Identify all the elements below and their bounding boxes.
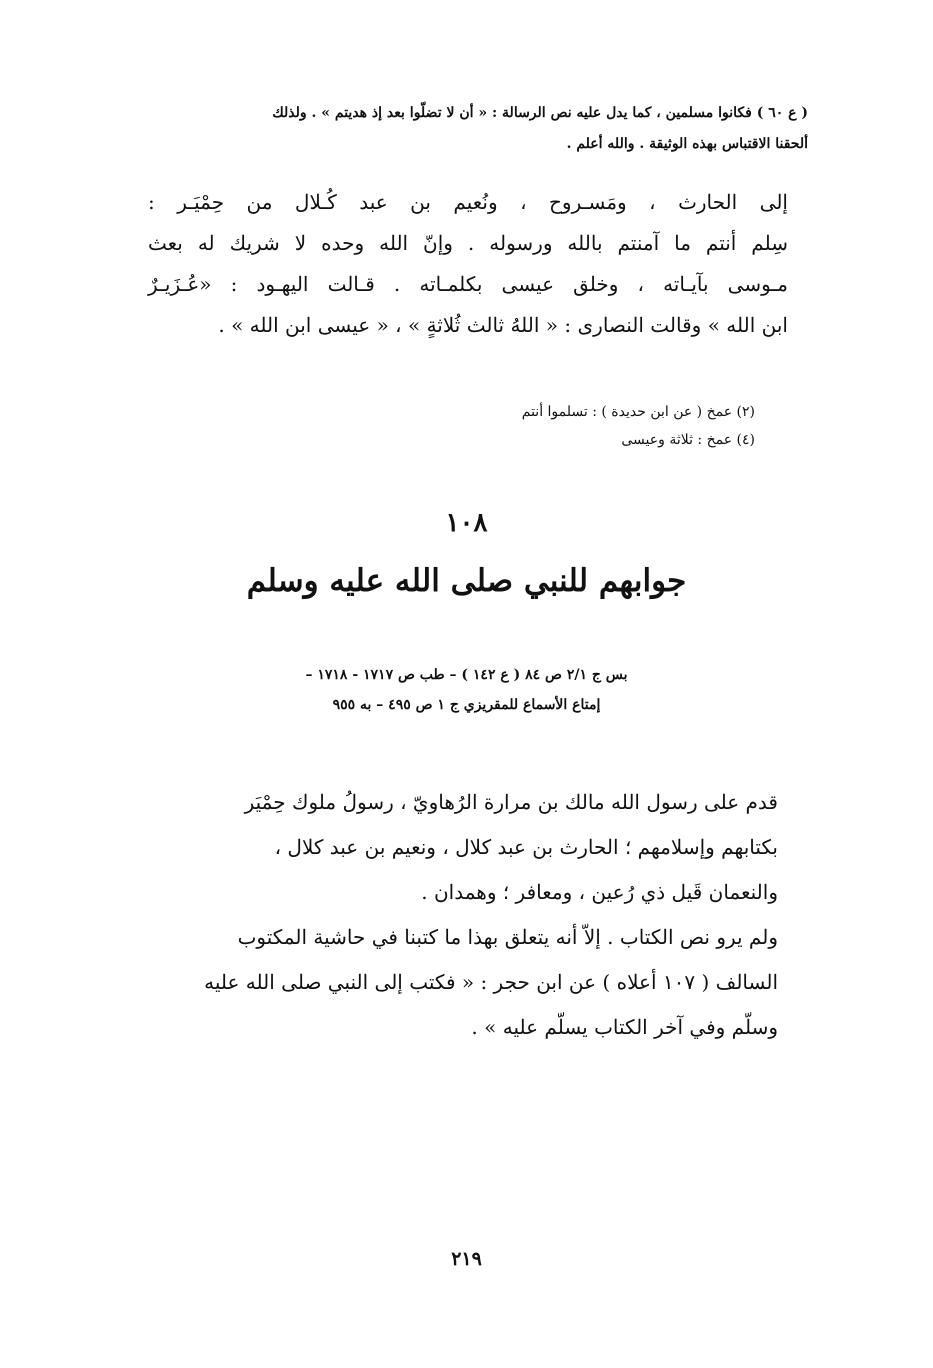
body-line: والنعمان قَيل ذي رُعين ، ومعافر ؛ وهمدان . [421,880,778,904]
body-line: ولم يرو نص الكتاب . إلاّ أنه يتعلق بهذا ما كتبنا في حاشية المكتوب [237,925,778,949]
body-line: السالف ( ١٠٧ أعلاه ) عن ابن حجر : « فكتب إلى النبي صلى الله عليه [204,970,778,994]
letter-line: سِلم أنتم ما آمنتم بالله ورسوله . وإنّ الله وحده لا شريك له بعث [148,231,789,255]
source-line: إمتاع الأسماع للمقريزي ج ١ ص ٤٩٥ – به ٩٥٥ [332,697,601,713]
page-number: ٢١٩ [451,1248,482,1270]
letter-line: إلى الحارث ، ومَسـروح ، ونُعيم بن عبد كُـلال من حِمْيَـر : [148,190,788,214]
continued-footnote [108,98,808,160]
body-text [138,780,778,1050]
body-line: وسلّم وفي آخر الكتاب يسلّم عليه » . [471,1015,778,1039]
continued-footnote-line: ( ع ٦٠ ) فكانوا مسلمين ، كما يدل عليه نص الرسالة : « أن لا تضلّوا بعد إذ هديتم » . ولذلك [272,105,808,121]
letter-text [148,182,788,346]
continued-footnote-line: ألحقنا الاقتباس بهذه الوثيقة . والله أعلم . [566,136,808,152]
section-number: ١٠٨ [445,508,488,538]
body-line: قدم على رسول الله مالك بن مرارة الرُهاويّ ، رسولُ ملوك حِمْيَر [244,790,778,814]
letter-line: ابن الله » وقالت النصارى : « اللهُ ثالث ثُلاثةٍ » ، « عيسى ابن الله » . [218,313,788,337]
footnote: (٢) عمخ ( عن ابن حديدة ) : تسلموا أنتم [521,404,755,420]
section-title: جوابهم للنبي صلى الله عليه وسلم [246,563,687,599]
body-line: بكتابهم وإسلامهم ؛ الحارث بن عبد كلال ، ونعيم بن عبد كلال ، [274,835,778,859]
footnotes [255,398,755,454]
source-line: بس ج ٢/١ ص ٨٤ ( ع ١٤٢ ) – طب ص ١٧١٧ - ١٧١٨ – [305,667,628,683]
source-references [0,660,933,720]
letter-line: مـوسى بآيـاته ، وخلق عيسى بكلمـاته . قـالت اليهـود : «عُـزَيـرٌ [148,272,788,296]
footnote: (٤) عمخ : ثلاثة وعيسى [621,432,755,448]
